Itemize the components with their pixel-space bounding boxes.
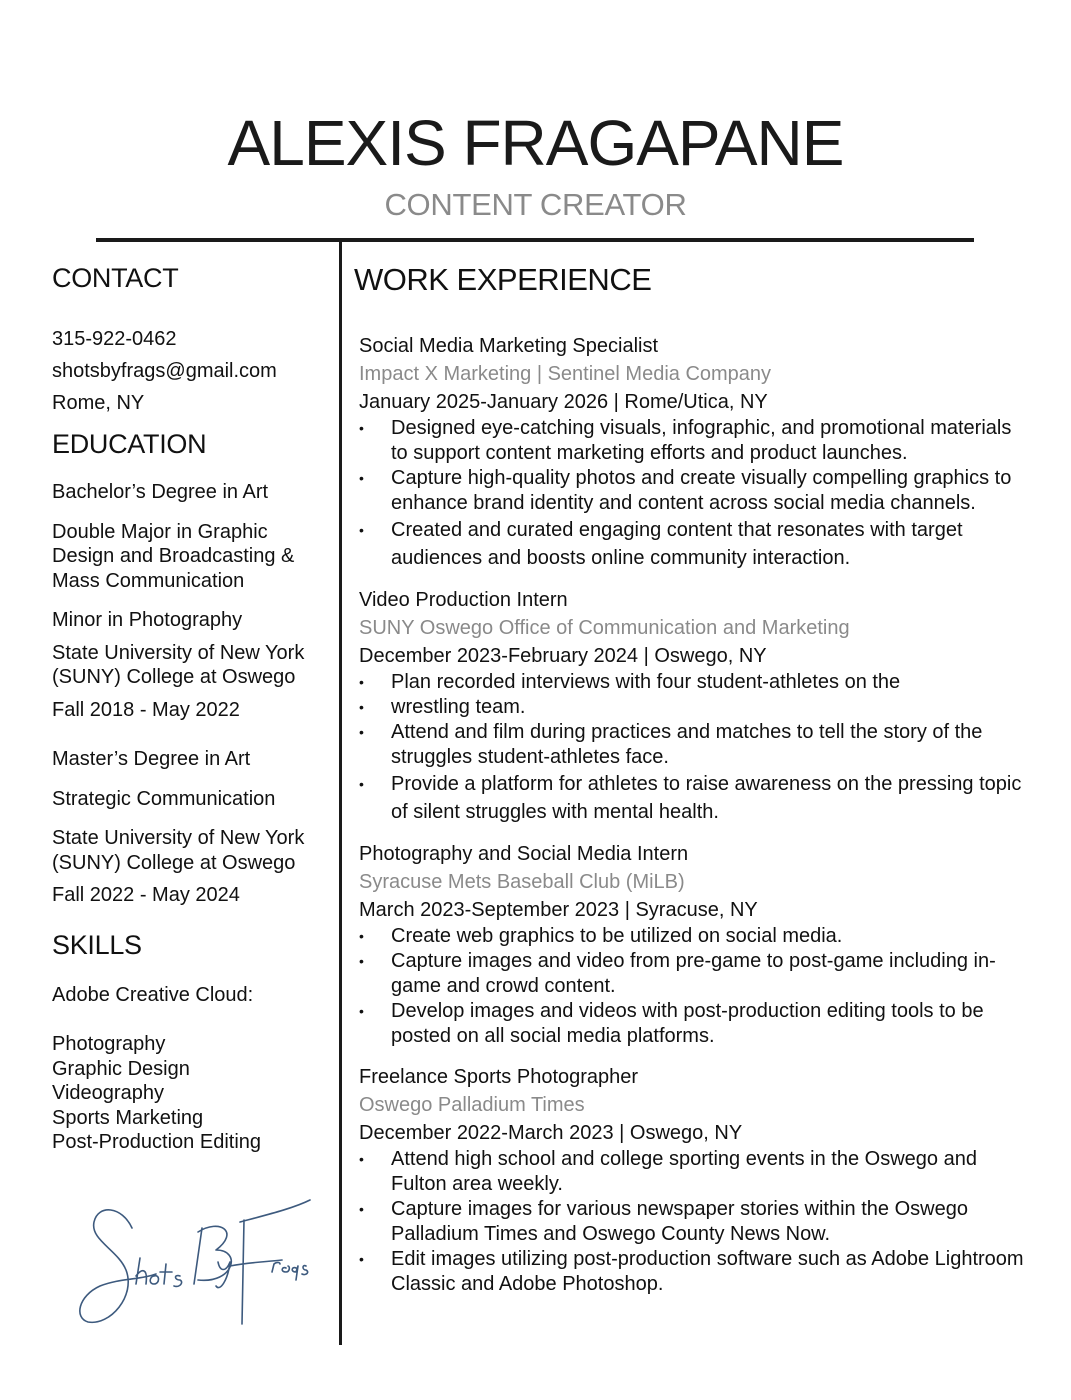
job-bullets — [354, 670, 1024, 826]
contact-location: Rome, NY — [52, 392, 145, 414]
degree-school: State University of New York (SUNY) College at Oswego — [52, 827, 305, 874]
degree-major: Strategic Communication — [52, 787, 276, 810]
job-entry — [354, 332, 1024, 572]
job-bullet: • Capture images for various newspaper stories within the Oswego Palladium Times and Oswego County News Now. — [354, 1197, 1024, 1247]
job-organization: Oswego Palladium Times — [359, 1094, 585, 1116]
job-organization: SUNY Oswego Office of Communication and Marketing — [359, 617, 850, 639]
job-dates: December 2022-March 2023 | Oswego, NY — [359, 1122, 743, 1144]
skill-item: Photography — [52, 1033, 166, 1055]
job-bullets — [354, 416, 1024, 572]
job-dates: January 2025-January 2026 | Rome/Utica, NY — [359, 391, 768, 413]
job-title: Social Media Marketing Specialist — [359, 335, 659, 357]
job-dates: December 2023-February 2024 | Oswego, NY — [359, 645, 767, 667]
job-title: Photography and Social Media Intern — [359, 843, 689, 865]
job-bullet: • Create web graphics to be utilized on social media. — [354, 924, 1024, 949]
job-bullet: • Plan recorded interviews with four student-athletes on the — [354, 670, 1024, 695]
degree-minor: Minor in Photography — [52, 609, 243, 631]
skill-item: Post-Production Editing — [52, 1131, 262, 1153]
resume-title: CONTENT CREATOR — [384, 187, 687, 222]
job-organization: Syracuse Mets Baseball Club (MiLB) — [359, 871, 685, 893]
job-bullet: • Capture high-quality photos and create visually compelling graphics to enhance brand identity and content across social media channels. — [354, 466, 1024, 516]
job-bullet: • Capture images and video from pre-game to post-game including in-game and crowd content. — [354, 949, 1024, 999]
job-entry — [354, 586, 1024, 826]
signature-logo — [70, 1188, 320, 1338]
skills-heading: SKILLS — [52, 929, 142, 960]
degree-block — [52, 480, 334, 722]
job-bullet: • Attend high school and college sporting events in the Oswego and Fulton area weekly. — [354, 1147, 1024, 1197]
degree-block — [52, 747, 334, 908]
contact-heading: CONTACT — [52, 263, 179, 293]
job-bullet: • Designed eye-catching visuals, infographic, and promotional materials to support content marketing efforts and product launches. — [354, 416, 1024, 466]
right-column — [354, 262, 1024, 1297]
job-bullet: • wrestling team. — [354, 695, 1024, 720]
education-heading: EDUCATION — [52, 429, 207, 459]
skills-intro: Adobe Creative Cloud: — [52, 983, 254, 1006]
job-title: Video Production Intern — [359, 589, 568, 611]
left-column — [52, 262, 334, 1155]
job-bullet: • Edit images utilizing post-production software such as Adobe Lightroom Classic and Adobe Photoshop. — [354, 1247, 1024, 1297]
degree-dates: Fall 2018 - May 2022 — [52, 698, 240, 721]
degree-dates: Fall 2022 - May 2024 — [52, 884, 240, 906]
skill-item: Sports Marketing — [52, 1106, 204, 1129]
job-entry — [354, 1063, 1024, 1297]
job-organization: Impact X Marketing | Sentinel Media Company — [359, 363, 772, 385]
contact-email: shotsbyfrags@gmail.com — [52, 360, 277, 382]
job-bullets — [354, 924, 1024, 1049]
job-title: Freelance Sports Photographer — [359, 1066, 639, 1088]
job-bullet: • Develop images and videos with post-production editing tools to be posted on all social media platforms. — [354, 999, 1024, 1049]
job-bullet: • Provide a platform for athletes to raise awareness on the pressing topic of silent struggles with mental health. — [354, 770, 1024, 826]
skill-item: Videography — [52, 1082, 164, 1104]
degree-school: State University of New York (SUNY) College at Oswego — [52, 641, 305, 688]
work-heading: WORK EXPERIENCE — [354, 262, 652, 297]
job-entry — [354, 840, 1024, 1049]
skills-list — [52, 1032, 334, 1155]
degree-major: Double Major in Graphic Design and Broadcasting & Mass Communication — [52, 520, 295, 592]
header-divider — [96, 238, 974, 242]
job-bullet: • Attend and film during practices and matches to tell the story of the struggles student-athletes face. — [354, 720, 1024, 770]
job-bullets — [354, 1147, 1024, 1297]
degree-name: Bachelor’s Degree in Art — [52, 481, 269, 503]
job-bullet: • Created and curated engaging content that resonates with target audiences and boosts online community interaction. — [354, 516, 1024, 572]
contact-phone: 315-922-0462 — [52, 328, 177, 350]
skill-item: Graphic Design — [52, 1057, 190, 1080]
resume-name: ALEXIS FRAGAPANE — [227, 107, 844, 179]
column-divider — [339, 238, 342, 1345]
job-dates: March 2023-September 2023 | Syracuse, NY — [359, 899, 758, 921]
degree-name: Master’s Degree in Art — [52, 748, 251, 770]
